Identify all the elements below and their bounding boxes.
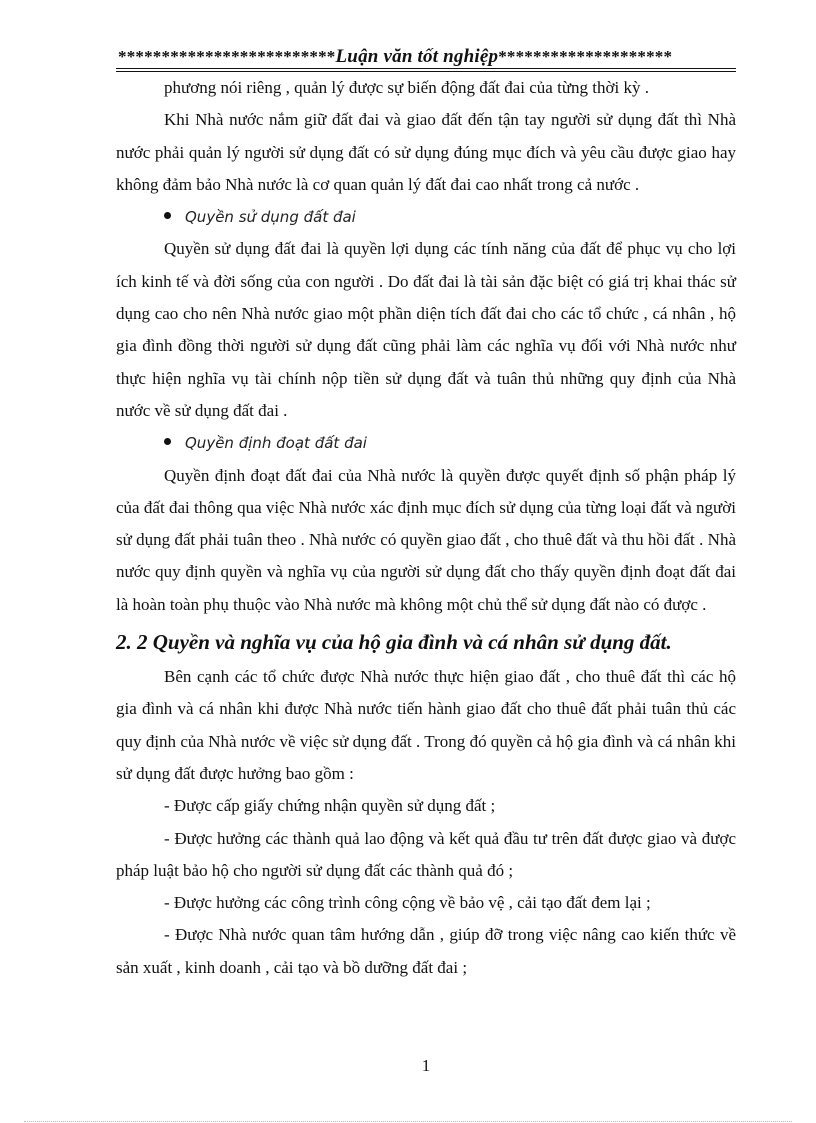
- list-item-labor-results: - Được hưởng các thành quả lao động và kết quả đầu tư trên đất được giao và được pháp luật bảo hộ cho người sử dụng đất các thành quả đó ;: [116, 828, 736, 880]
- paragraph-state-management: Khi Nhà nước nắm giữ đất đai và giao đất đến tận tay người sử dụng đất thì Nhà nước phải quản lý người sử dụng đất có sử dụng đúng mục đích và yêu cầu được giao hay không đảm bảo Nhà nước là cơ quan quản lý đất đai cao nhất trong cả nước .: [116, 110, 736, 194]
- bullet-icon: [164, 438, 171, 445]
- bullet-item-disposal-right: [116, 427, 736, 459]
- page-number: 1: [421, 1056, 431, 1075]
- section-heading: 2. 2 Quyền và nghĩa vụ của hộ gia đình và cá nhân sử dụng đất.: [116, 630, 672, 655]
- running-header: [118, 46, 736, 68]
- list-item-state-guidance: - Được Nhà nước quan tâm hướng dẫn , giúp đỡ trong việc nâng cao kiến thức về sản xuất , kinh doanh , cải tạo và bồ dưỡng đất đai ;: [116, 925, 736, 977]
- bullet-icon: [164, 212, 171, 219]
- list-item-public-works: - Được hưởng các công trình công cộng về bảo vệ , cải tạo đất đem lại ;: [164, 893, 651, 913]
- bullet-label: Quyền sử dụng đất đai: [185, 208, 356, 227]
- header-right-stars: ********************: [498, 47, 673, 66]
- bullet-label: Quyền định đoạt đất đai: [185, 434, 367, 453]
- paragraph-continuation: phương nói riêng , quản lý được sự biến động đất đai của từng thời kỳ .: [164, 78, 649, 97]
- header-title: Luận văn tốt nghiệp: [335, 46, 499, 67]
- paragraph-usage-right: Quyền sử dụng đất đai là quyền lợi dụng các tính năng của đất để phục vụ cho lợi ích kinh tế và đời sống của con người . Do đất đai là tài sản đặc biệt có giá trị khai thác sử dụng cao cho nên Nhà nước giao một phần diện tích đất đai cho các tổ chức , cá nhân , hộ gia đình đồng thời người sử dụng đất cũng phải làm các nghĩa vụ đối với Nhà nước như thực hiện nghĩa vụ tài chính nộp tiền sử dụng đất và tuân thủ những quy định của Nhà nước về sử dụng đất đai .: [116, 239, 736, 420]
- header-rule-top: [116, 68, 736, 69]
- paragraph-disposal-right: Quyền định đoạt đất đai của Nhà nước là quyền được quyết định số phận pháp lý của đất đai thông qua việc Nhà nước xác định mục đích sử dụng của từng loại đất và người sử dụng đất phải tuân theo . Nhà nước có quyền giao đất , cho thuê đất và thu hồi đất . Nhà nước quy định quyền và nghĩa vụ của người sử dụng đất cho thấy quyền định đoạt đất đai là hoàn toàn phụ thuộc vào Nhà nước mà không một chủ thể sử dụng đất nào có được .: [116, 465, 736, 614]
- document-body: [116, 72, 736, 984]
- list-item-certificate: - Được cấp giấy chứng nhận quyền sử dụng đất ;: [164, 796, 496, 816]
- paragraph-household-rights: Bên cạnh các tổ chức được Nhà nước thực hiện giao đất , cho thuê đất thì các hộ gia đình và cá nhân khi được Nhà nước tiến hành giao đất cho thuê đất phải tuân thủ các quy định của Nhà nước về việc sử dụng đất . Trong đó quyền cả hộ gia đình và cá nhân khi sử dụng đất được hưởng bao gồm :: [116, 667, 736, 783]
- page-bottom-rule: [24, 1121, 792, 1122]
- header-left-stars: *************************: [118, 47, 336, 66]
- bullet-item-usage-right: [116, 201, 736, 233]
